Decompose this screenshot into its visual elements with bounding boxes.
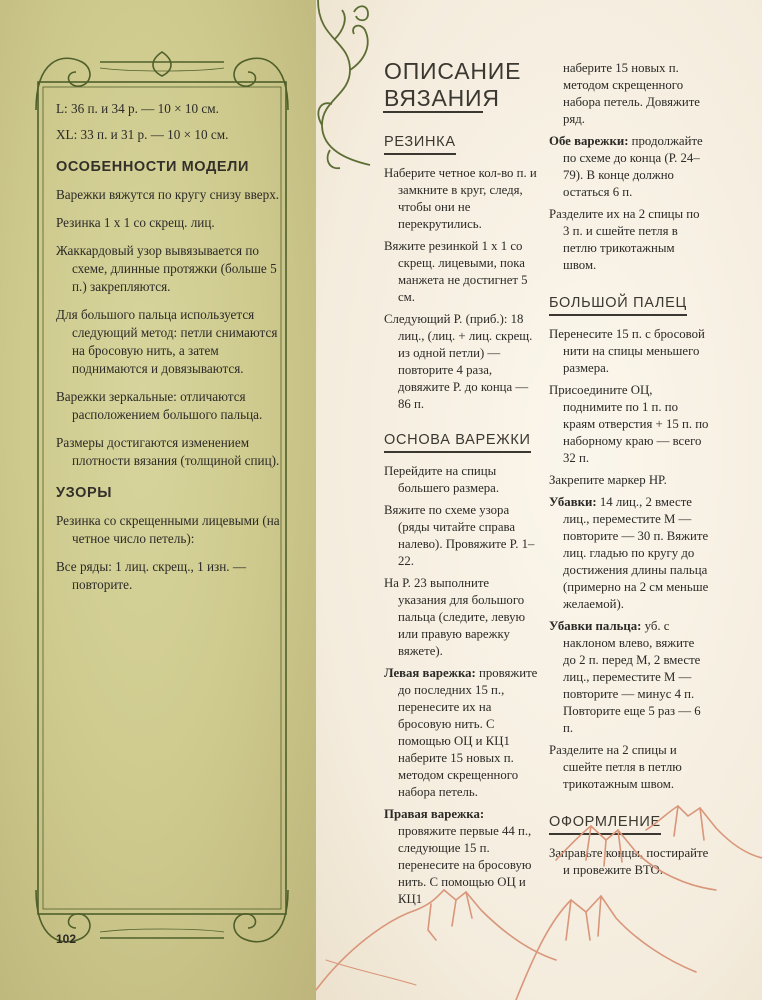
sidebar-content bbox=[56, 100, 288, 604]
feature-item: Размеры достигаются изменением плотности вязания (толщиной спиц). bbox=[56, 435, 280, 468]
thumb-step: Закрепите маркер НР. bbox=[549, 473, 667, 487]
finish-heading: ОФОРМЛЕНИЕ bbox=[549, 814, 661, 835]
rib-heading: РЕЗИНКА bbox=[384, 134, 456, 155]
patterns-heading: УЗОРЫ bbox=[56, 485, 113, 501]
thumb-end: Разделите на 2 спицы и сшейте петля в петлю трикотажным швом. bbox=[549, 743, 682, 791]
right-mitten-label: Правая варежка: bbox=[384, 807, 485, 821]
pattern-item: Резинка со скрещенными лицевыми (на четное число петель): bbox=[56, 513, 280, 546]
both-mittens-step bbox=[549, 133, 709, 201]
decrease-text: 14 лиц., 2 вместе лиц., переместите М — повторите — 30 п. Вяжите лиц. гладью по кругу до достижения длины пальца (примерно на 2 см меньше желаемой). bbox=[563, 495, 709, 611]
left-mitten-step bbox=[384, 665, 540, 801]
rib-step: Наберите четное кол-во п. и замкните в круг, следя, чтобы они не перекрутились. bbox=[384, 166, 537, 231]
size-xl: XL: 33 п. и 31 р. — 10 × 10 см. bbox=[56, 127, 229, 142]
pattern-item: Все ряды: 1 лиц. скрещ., 1 изн. — повторите. bbox=[56, 559, 247, 592]
instructions-column-2 bbox=[549, 60, 709, 884]
decrease-label: Убавки: bbox=[549, 495, 597, 509]
right-mitten-text: провяжите первые 44 п., следующие 15 п. перенесите на бросовую нить. С помощью ОЦ и КЦ1 bbox=[398, 824, 532, 906]
thumb-decrease-text: уб. с наклоном влево, вяжите до 2 п. перед М, 2 вместе лиц., переместите М — повторите — минус 4 п. Повторите еще 5 раз — 6 п. bbox=[563, 619, 701, 735]
thumb-step: Присоедините ОЦ, поднимите по 1 п. по краям отверстия + 15 п. по наборному краю — всего 32 п. bbox=[549, 383, 709, 465]
both-mittens-end: Разделите их на 2 спицы по 3 п. и сшейте петля в петлю трикотажным швом. bbox=[549, 207, 700, 272]
left-mitten-label: Левая варежка: bbox=[384, 666, 476, 680]
thumb-decrease-step bbox=[549, 618, 709, 737]
finish-step: Заправьте концы, постирайте и провежите ВТО. bbox=[549, 846, 709, 877]
size-l: L: 36 п. и 34 р. — 10 × 10 см. bbox=[56, 101, 219, 116]
feature-item: Варежки зеркальные: отличаются расположением большого пальца. bbox=[56, 389, 263, 422]
left-mitten-text: провяжите до последних 15 п., перенесите их на бросовую нить. С помощью ОЦ и КЦ1 наберите 15 новых п. методом скрещенного набора петель. bbox=[398, 666, 538, 799]
features-heading: ОСОБЕННОСТИ МОДЕЛИ bbox=[56, 159, 249, 175]
mountains-illustration bbox=[316, 800, 762, 1000]
feature-item: Варежки вяжутся по кругу снизу вверх. bbox=[56, 187, 280, 202]
rib-step: Вяжите резинкой 1 х 1 со скрещ. лицевыми, пока манжета не достигнет 5 см. bbox=[384, 239, 528, 304]
base-step: Перейдите на спицы большего размера. bbox=[384, 464, 500, 495]
page-number: 102 bbox=[56, 932, 77, 946]
thumb-step: Перенесите 15 п. с бросовой нити на спицы меньшего размера. bbox=[549, 327, 705, 375]
base-step: На Р. 23 выполните указания для большого пальца (следите, левую или правую варежку вяжете). bbox=[384, 576, 526, 658]
page-title bbox=[384, 58, 534, 112]
thumb-decrease-label: Убавки пальца: bbox=[549, 619, 642, 633]
title-line: ОПИСАНИЕ bbox=[384, 58, 522, 84]
instructions-column-1 bbox=[384, 134, 540, 913]
feature-item: Для большого пальца используется следующий метод: петли снимаются на бросовую нить, а затем поднимаются и довязываются. bbox=[56, 307, 278, 376]
decrease-step bbox=[549, 494, 709, 613]
both-mittens-text: продолжайте по схеме до конца (Р. 24–79). В конце должно остаться 6 п. bbox=[563, 134, 703, 199]
feature-item: Резинка 1 х 1 со скрещ. лиц. bbox=[56, 215, 215, 230]
base-heading: ОСНОВА ВАРЕЖКИ bbox=[384, 432, 531, 453]
rib-step: Следующий Р. (приб.): 18 лиц., (лиц. + лиц. скрещ. из одной петли) — повторите 4 раза, довяжите Р. до конца — 86 п. bbox=[384, 312, 533, 411]
title-line: ВЯЗАНИЯ bbox=[384, 85, 500, 111]
both-mittens-label: Обе варежки: bbox=[549, 134, 629, 148]
base-step: Вяжите по схеме узора (ряды читайте справа налево). Провяжите Р. 1–22. bbox=[384, 503, 535, 568]
vine-ornament bbox=[310, 0, 390, 180]
feature-item: Жаккардовый узор вывязывается по схеме, длинные протяжки (больше 5 п.) закрепляются. bbox=[56, 243, 277, 294]
right-mitten-continued: наберите 15 новых п. методом скрещенного набора петель. Довяжите ряд. bbox=[563, 61, 700, 126]
thumb-heading: БОЛЬШОЙ ПАЛЕЦ bbox=[549, 295, 687, 316]
title-underline bbox=[383, 111, 483, 113]
